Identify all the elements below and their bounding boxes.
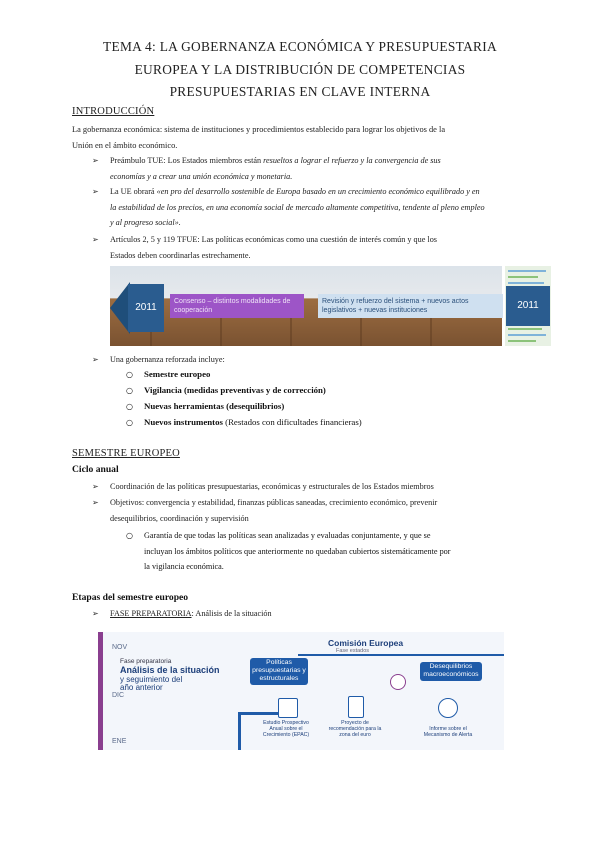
intro-para-line-1: La gobernanza económica: sistema de instituciones y procedimientos establecido para lograr los objetivos de la — [72, 125, 446, 134]
bullet-text: desequilibrios, coordinación y supervisión — [110, 513, 249, 523]
arrow-bullet-icon: ➢ — [92, 355, 99, 364]
title-line-1: TEMA 4: LA GOBERNANZA ECONÓMICA Y PRESUPUESTARIA — [103, 39, 497, 54]
semestre-heading: SEMESTRE EUROPEO — [72, 448, 180, 459]
bullet-italic: la estabilidad de los precios, en una economía social de mercado altamente competitiva, tendente al pleno empleo — [110, 202, 485, 212]
bullet-text: Estados deben coordinarlas estrechamente. — [110, 250, 251, 260]
banner-year-right: 2011 — [506, 286, 550, 326]
arrow-bullet-icon: ➢ — [92, 609, 99, 618]
arrow-bullet-icon: ➢ — [92, 482, 99, 491]
bullet-italic: resueltos a lograr el refuerzo y la convergencia de sus — [263, 156, 441, 165]
phase-title-2: y seguimiento del — [120, 675, 183, 684]
title-line-3: PRESUPUESTARIAS EN CLAVE INTERNA — [169, 84, 431, 99]
month-nov: NOV — [112, 644, 128, 651]
caption-recomendacion: Proyecto de recomendación para la zona del euro — [328, 720, 382, 738]
intro-paragraph — [72, 122, 532, 153]
phase-title-3: año anterior — [120, 683, 163, 692]
org-subtitle: Fase estados — [336, 648, 370, 654]
banner-purple-box: Consenso – distintos modalidades de cooperación — [170, 294, 304, 318]
month-dic: DIC — [112, 692, 125, 699]
bullet-italic: y al progreso social». — [110, 218, 181, 227]
month-ene: ENE — [112, 738, 127, 745]
document-title — [60, 36, 540, 104]
bullet-text: La UE obrará — [110, 187, 157, 196]
arrow-bullet-icon: ➢ — [92, 235, 99, 244]
circle-bullet-icon: ○ — [126, 386, 133, 395]
bullet-text: Preámbulo TUE: Los Estados miembros están — [110, 156, 264, 165]
bullet-text: Artículos 2, 5 y 119 TFUE: Las políticas económicas como una cuestión de interés común y que los — [110, 235, 437, 244]
bullet-text: Una gobernanza reforzada incluye: — [110, 355, 225, 364]
caption-epac: Estudio Prospectivo Anual sobre el Crecimiento (EPAC) — [262, 720, 310, 738]
ciclo-anual-heading: Ciclo anual — [72, 464, 119, 475]
box-politicas: Políticas presupuestarias y estructurales — [250, 658, 308, 685]
intro-heading: INTRODUCCIÓN — [72, 106, 155, 117]
arrow-bullet-icon: ➢ — [92, 156, 99, 165]
circle-bullet-icon: ○ — [126, 402, 133, 411]
intro-para-line-2: Unión en el ámbito económico. — [72, 140, 178, 150]
box-desequilibrios: Desequilibrios macroeconómicos — [420, 662, 482, 681]
bullet-text: Coordinación de las políticas presupuestarias, económicas y estructurales de los Estados miembros — [110, 482, 434, 491]
magnifier-icon — [390, 674, 406, 690]
arrow-bullet-icon: ➢ — [92, 187, 99, 196]
banner-blue-box: Revisión y refuerzo del sistema + nuevos actos legislativos + nuevas instituciones — [318, 294, 503, 318]
org-title: Comisión Europea — [328, 638, 404, 648]
document-icon — [348, 696, 364, 718]
document-page: TEMA 4: LA GOBERNANZA ECONÓMICA Y PRESUPUESTARIA EUROPEA Y LA DISTRIBUCIÓN DE COMPETENCIAS PRESUPUESTARIAS EN CLAVE INTERNA INTRODUCCIÓN La gobernanza económica: sistema de instituciones y procedimientos establecido para lograr los objetivos de la Unión en el ámbito económico. ➢ Preámbulo TUE: Los Estados miembros están resueltos a lograr el refuerzo y la convergencia de sus economías y a crear una unión económica y monetaria. ➢ La UE obrará «en pro del desarrollo sostenible de Europa basado en un crecimiento económico equilibrado y en la estabilidad de los precios, en una economía social de mercado altamente competitiva, tendente al pleno empleo y al progreso social». ➢ Artículos 2, 5 y 119 TFUE: Las políticas económicas como una cuestión de interés común y que los Estados deben coordinarlas estrechamente. 2011 Consenso – distintos modalidades de cooperación Revisión y refuerzo del sistema + nuevos actos legislativos + nuevas instituciones 2011 ➢ Una gobernanza reforzada incluye: ○ Semestre europeo ○ Vigilancia (medidas preventivas y de corrección) ○ Nuevas herramientas (desequilibrios) ○ Nuevos instrumentos (Restados con dificultades financieras) SEMESTRE EUROPEO Ciclo anual ➢ Coordinación de las políticas presupuestarias, económicas y estructurales de los Estados miembros ➢ Objetivos: convergencia y estabilidad, finanzas públicas saneadas, crecimiento económico, prevenir desequilibrios, coordinación y supervisión ○ Garantía de que todas las políticas sean analizadas y evaluadas conjuntamente, y que se incluyan los ámbitos políticos que anteriormente no quedaban cubiertos sistemáticamente por la vigilancia económica. Etapas del semestre europeo ➢ FASE PREPARATORIA: Análisis de la situación NOV Fase preparatoria Análisis de la situación y seguimiento del año anterior DIC ENE Comisión Europea Fase estados Políticas presupuestarias y estructurales Desequilibrios macroeconómicos Estudio Prospectivo Anual sobre el Crecimiento (EPAC) Proyecto de recomendación para la zona del euro Informe sobre el Mecanismo de Alerta — [0, 0, 600, 848]
chart-doc-icon — [278, 698, 298, 718]
phase-label: Fase preparatoria — [120, 658, 172, 665]
left-arrow-shape-icon — [110, 282, 130, 334]
semestre-diagram-image — [98, 632, 504, 750]
alert-icon — [438, 698, 458, 718]
circle-bullet-icon: ○ — [126, 418, 133, 427]
title-line-2: EUROPEA Y LA DISTRIBUCIÓN DE COMPETENCIAS — [134, 61, 466, 77]
bullet-italic: economías y a crear una unión económica y monetaria. — [110, 171, 293, 181]
etapas-heading: Etapas del semestre europeo — [72, 592, 189, 603]
circle-bullet-icon: ○ — [126, 531, 133, 540]
circle-bullet-icon: ○ — [126, 370, 133, 379]
caption-alerta: Informe sobre el Mecanismo de Alerta — [423, 726, 473, 738]
bullet-italic: «en pro del desarrollo sostenible de Europa basado en un crecimiento económico equilibrado y en — [156, 187, 480, 196]
bullet-text: Objetivos: convergencia y estabilidad, finanzas públicas saneadas, crecimiento económico, prevenir — [110, 498, 438, 507]
banner-year-left: 2011 — [128, 284, 164, 332]
phase-title-1: Análisis de la situación — [120, 665, 220, 675]
diagram-timeline-bar — [98, 632, 103, 750]
arrow-bullet-icon: ➢ — [92, 498, 99, 507]
